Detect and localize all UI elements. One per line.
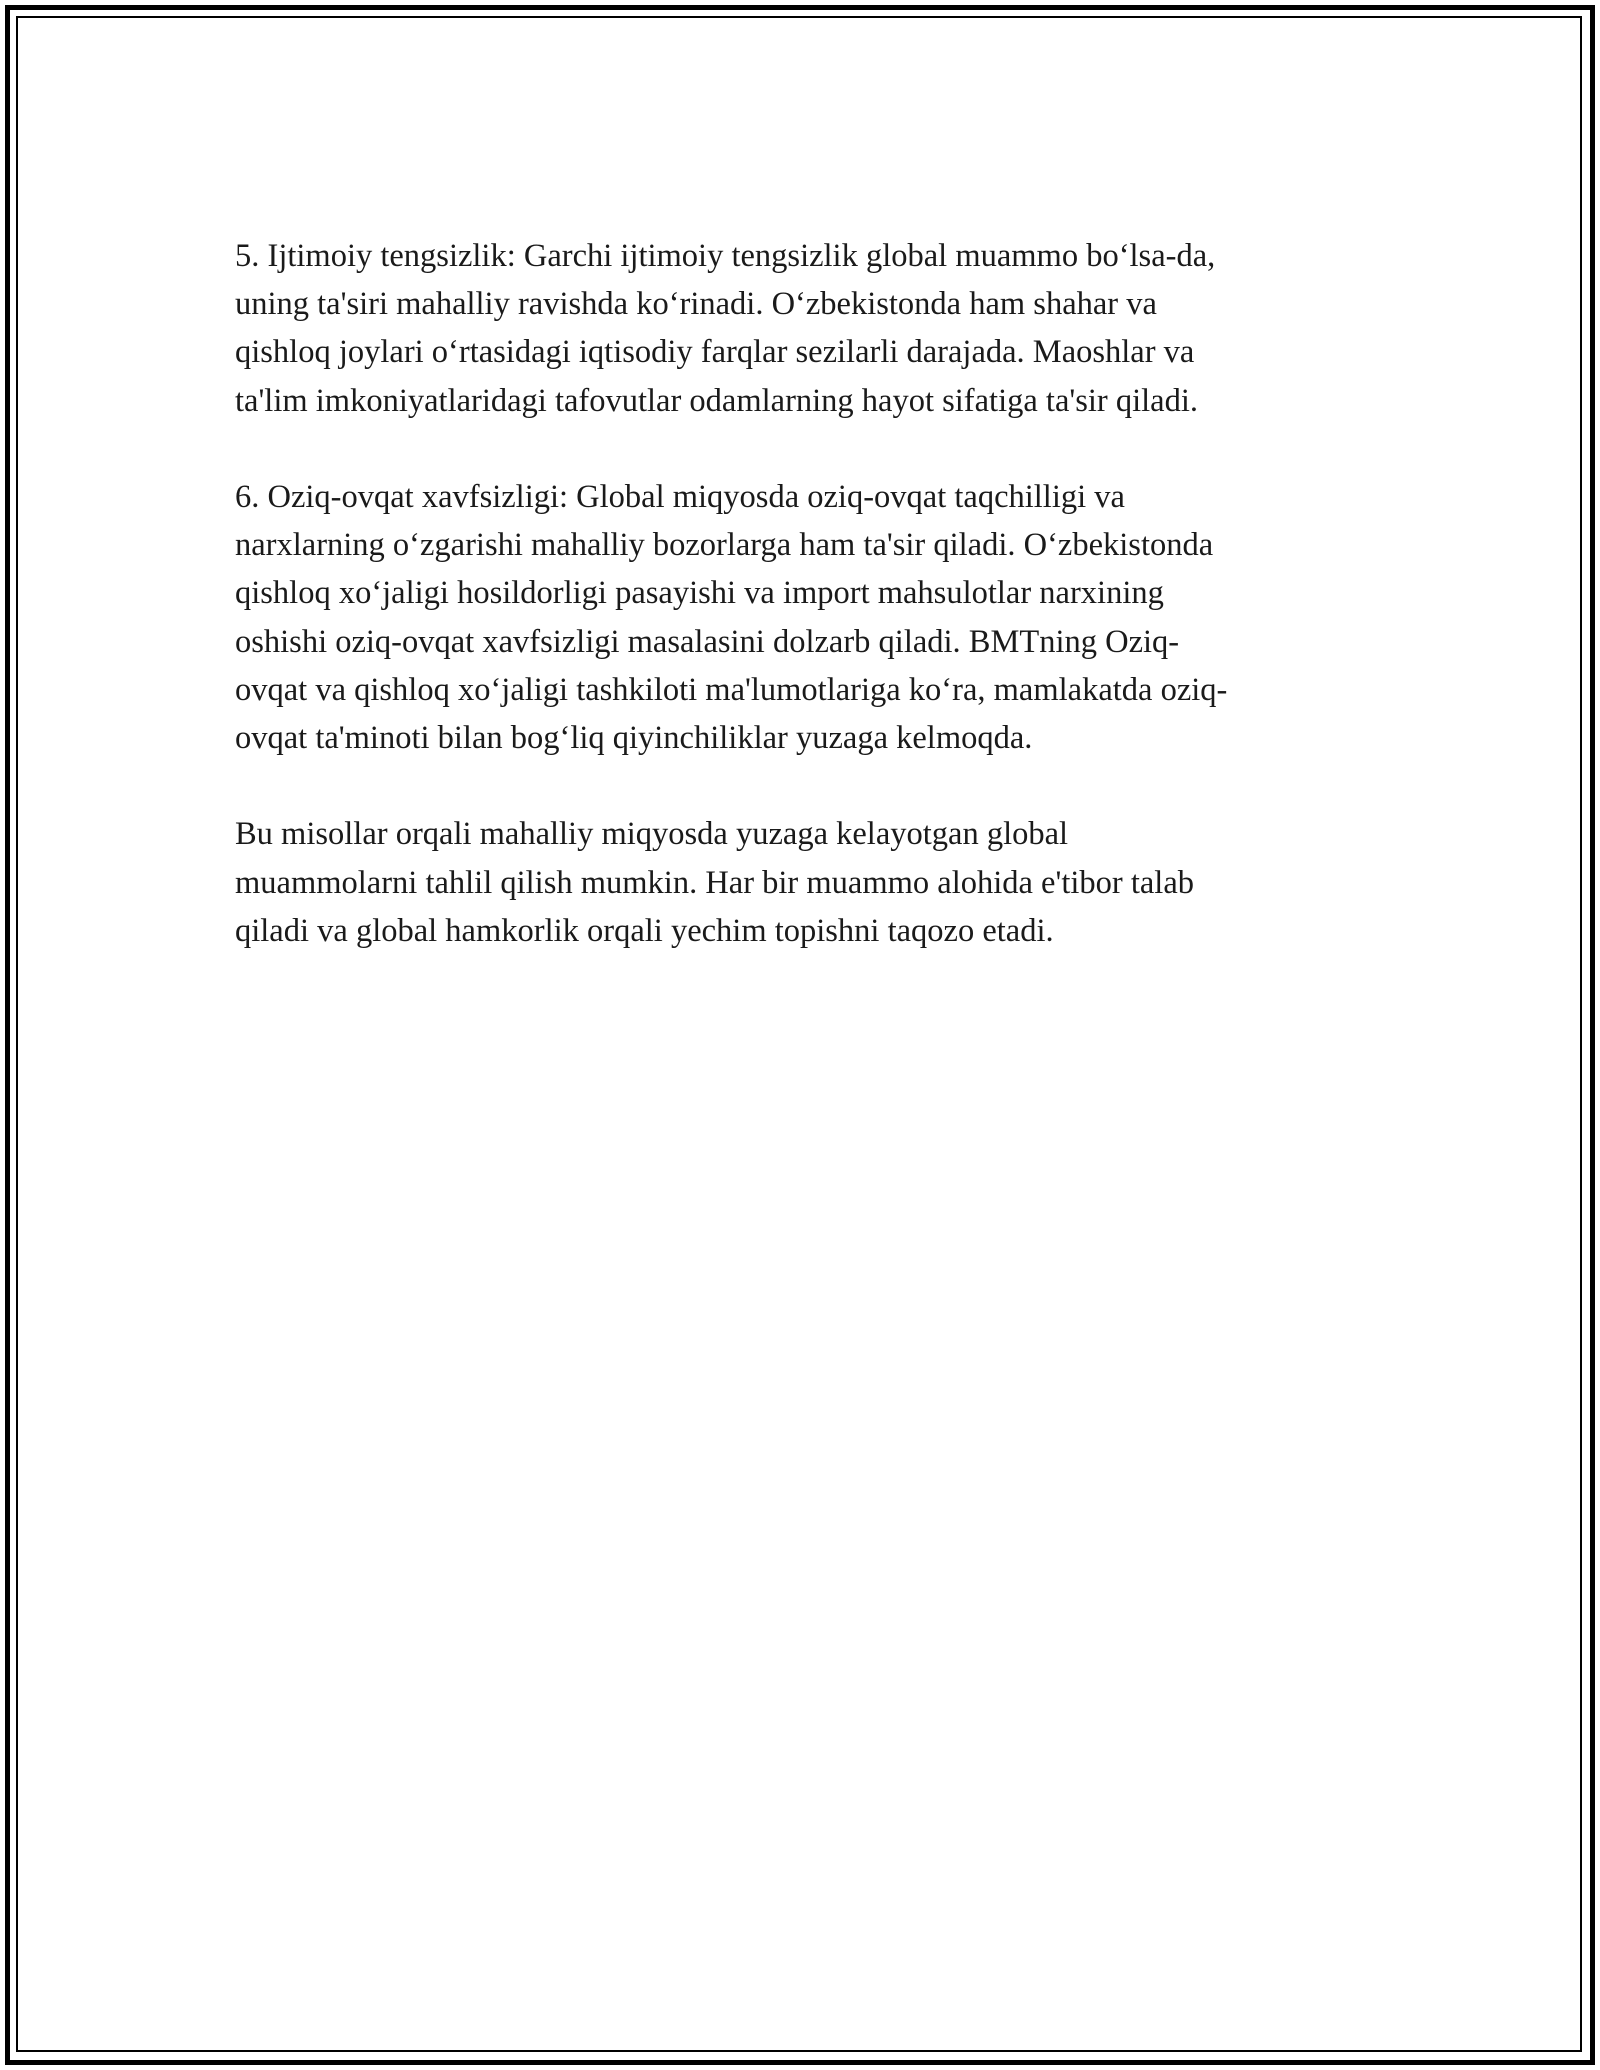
paragraph-social-inequality: 5. Ijtimoiy tengsizlik: Garchi ijtimoiy tengsizlik global muammo bo‘lsa-da, uning ta'siri mahalliy ravishda ko‘rinadi. O‘zbekistonda ham shahar va qishloq joylari o‘rtasidagi iqtisodiy farqlar sezilarli darajada. Maoshlar va ta'lim imkoniyatlaridagi tafovutlar odamlarning hayot sifatiga ta'sir qiladi. bbox=[235, 238, 1216, 419]
document-body bbox=[235, 232, 1365, 1003]
paragraph-conclusion: Bu misollar orqali mahalliy miqyosda yuzaga kelayotgan global muammolarni tahlil qilish mumkin. Har bir muammo alohida e'tibor talab qiladi va global hamkorlik orqali yechim topishni taqozo etadi. bbox=[235, 816, 1195, 949]
paragraph-food-security: 6. Oziq-ovqat xavfsizligi: Global miqyosda oziq-ovqat taqchilligi va narxlarning o‘zgarishi mahalliy bozorlarga ham ta'sir qiladi. O‘zbekistonda qishloq xo‘jaligi hosildorligi pasayishi va import mahsulotlar narxining oshishi oziq-ovqat xavfsizligi masalasini dolzarb qiladi. BMTning Oziq- ovqat va qishloq xo‘jaligi tashkiloti ma'lumotlariga ko‘ra, mamlakatda oziq- ovqat ta'minoti bilan bog‘liq qiyinchiliklar yuzaga kelmoqda. bbox=[235, 479, 1228, 757]
